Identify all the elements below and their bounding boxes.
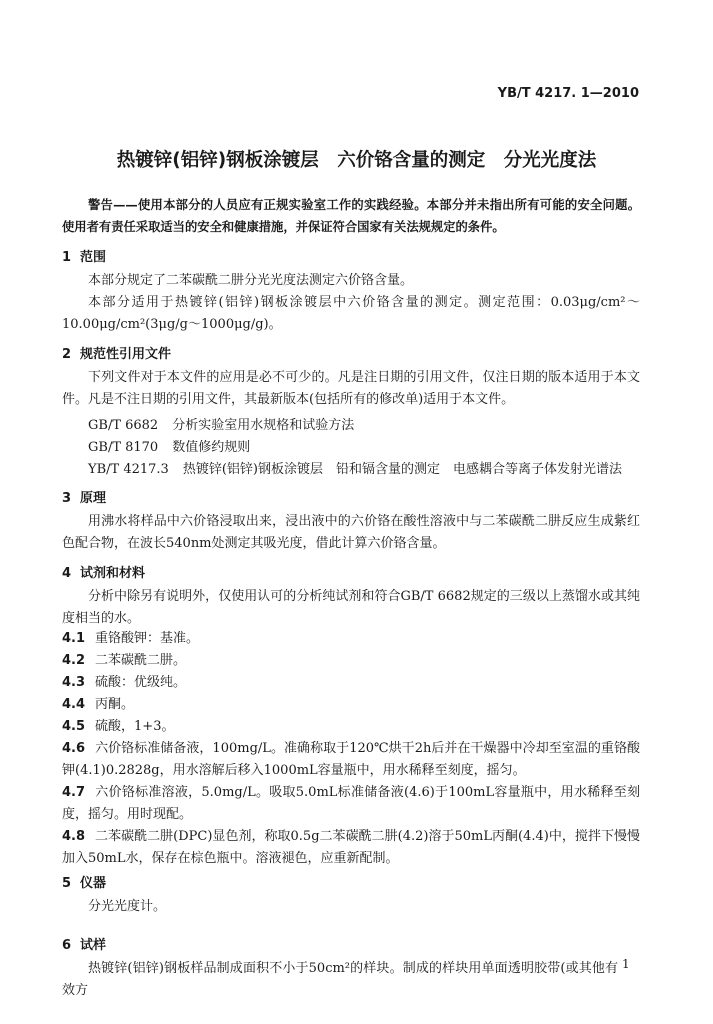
reagent-item [62,716,640,738]
section-1-heading [62,246,106,265]
sample-paragraph: 热镀锌(铝锌)钢板样品制成面积不小于50cm²的样块。制成的样块用单面透明胶带(或其他有效方 [62,961,618,998]
reference-title: 热镀锌(铝锌)钢板涂镀层 铅和镉含量的测定 电感耦合等离子体发射光谱法 [182,462,622,477]
instrument-paragraph: 分光光度计。 [88,899,167,914]
section-number: 1 [62,250,72,265]
warning-paragraph: 警告——使用本部分的人员应有正规实验室工作的实践经验。本部分并未指出所有可能的安全问题。使用者有责任采取适当的安全和健康措施，并保证符合国家有关法规规定的条件。 [62,198,640,234]
reference-title: 分析实验室用水规格和试验方法 [172,418,355,433]
reagent-item [62,826,640,870]
item-number: 4.2 [62,653,86,668]
principle-paragraph: 用沸水将样品中六价铬浸取出来，浸出液中的六价铬在酸性溶液中与二苯碳酰二肼反应生成紫红色配合物，在波长540nm处测定其吸光度，借此计算六价铬含量。 [62,514,640,551]
item-text: 硫酸：优级纯。 [95,675,187,690]
item-number: 4.6 [62,741,86,756]
item-text: 二苯碳酰二肼。 [95,653,187,668]
item-number: 4.5 [62,719,86,734]
section-title: 原理 [80,491,107,506]
item-number: 4.4 [62,697,86,712]
item-text: 重铬酸钾：基准。 [95,631,200,646]
reference-code: GB/T 6682 [88,418,159,433]
reagent-item [62,650,640,672]
reference-code: YB/T 4217.3 [88,462,169,477]
reagent-item [62,782,640,826]
item-text: 二苯碳酰二肼(DPC)显色剂，称取0.5g二苯碳酰二肼(4.2)溶于50mL丙酮(4.4)中，搅拌下慢慢加入50mL水，保存在棕色瓶中。溶液褪色，应重新配制。 [62,829,640,866]
reagent-item [62,672,640,694]
item-number: 4.1 [62,631,86,646]
document-title: 热镀锌(铝锌)钢板涂镀层 六价铬含量的测定 分光光度法 [116,150,597,171]
section-title: 范围 [80,250,107,265]
section-3-heading [62,487,106,506]
page-number: 1 [622,957,630,971]
section-5-heading [62,872,106,891]
section-title: 仪器 [80,876,107,891]
section-number: 5 [62,876,72,891]
reference-item [88,458,622,477]
reagent-item [62,628,640,650]
item-text: 六价铬标准储备液，100mg/L。准确称取于120℃烘干2h后并在干燥器中冷却至室温的重铬酸钾(4.1)0.2828g，用水溶解后移入1000mL容量瓶中，用水稀释至刻度，摇匀。 [62,741,640,778]
section-number: 3 [62,491,72,506]
reference-item [88,436,250,455]
item-number: 4.3 [62,675,86,690]
section-title: 规范性引用文件 [80,347,172,362]
section-number: 6 [62,938,72,953]
item-number: 4.8 [62,829,86,844]
scope-paragraph-2: 本部分适用于热镀锌(铝锌)钢板涂镀层中六价铬含量的测定。测定范围：0.03μg/cm²～10.00μg/cm²(3μg/g～1000μg/g)。 [62,295,640,332]
section-number: 2 [62,347,72,362]
section-4-heading [62,562,145,581]
section-title: 试剂和材料 [80,566,146,581]
item-text: 硫酸，1+3。 [95,719,175,734]
reagent-item [62,694,640,716]
section-6-heading [62,934,106,953]
section-number: 4 [62,566,72,581]
reference-title: 数值修约规则 [172,440,251,455]
item-number: 4.7 [62,785,86,800]
item-text: 丙酮。 [95,697,135,712]
reference-item [88,414,354,433]
reagent-item [62,738,640,782]
section-2-heading [62,343,171,362]
scope-paragraph-1: 本部分规定了二苯碳酰二肼分光光度法测定六价铬含量。 [88,273,414,288]
reagents-intro: 分析中除另有说明外，仅使用认可的分析纯试剂和符合GB/T 6682规定的三级以上蒸馏水或其纯度相当的水。 [62,589,640,626]
item-text: 六价铬标准溶液，5.0mg/L。吸取5.0mL标准储备液(4.6)于100mL容量瓶中，用水稀释至刻度，摇匀。用时现配。 [62,785,640,822]
section-title: 试样 [80,938,107,953]
header-code: YB/T 4217. 1—2010 [497,86,639,101]
reference-code: GB/T 8170 [88,440,159,455]
normative-intro: 下列文件对于本文件的应用是必不可少的。凡是注日期的引用文件，仅注日期的版本适用于本文件。凡是不注日期的引用文件，其最新版本(包括所有的修改单)适用于本文件。 [62,370,640,407]
